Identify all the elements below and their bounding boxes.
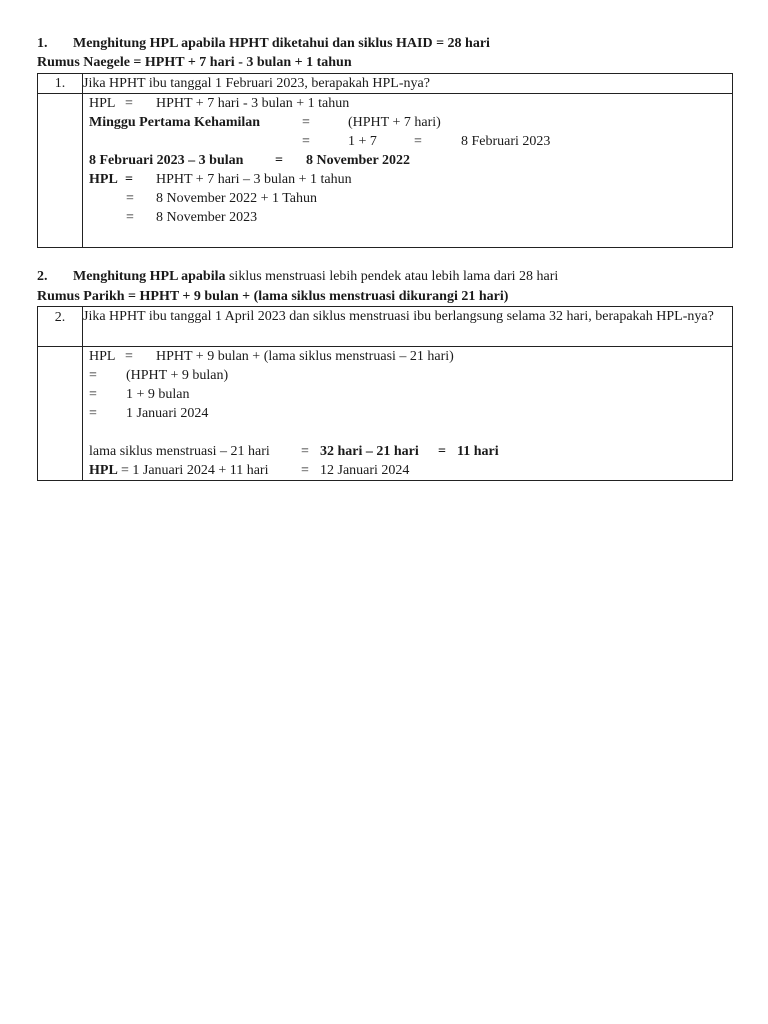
answer-row: lama siklus menstruasi – 21 hari = 32 hari – 21 hari = 11 hari — [89, 444, 499, 459]
table-2-empty-cell — [38, 347, 83, 481]
example-table-2 — [37, 306, 733, 481]
table-1-question: Jika HPHT ibu tanggal 1 Februari 2023, berapakah HPL-nya? — [83, 74, 733, 94]
answer-row: = (HPHT + 9 bulan) — [89, 368, 229, 383]
answer-row: = 1 Januari 2024 — [89, 406, 209, 421]
table-1-empty-cell — [38, 94, 83, 248]
section-1-formula: Rumus Naegele = HPHT + 7 hari - 3 bulan + 1 tahun — [37, 55, 352, 70]
example-table-1 — [37, 73, 733, 248]
answer-row: = 1 + 7 = 8 Februari 2023 — [302, 134, 551, 149]
section-2-heading: Menghitung HPL apabila siklus menstruasi lebih pendek atau lebih lama dari 28 hari — [73, 269, 559, 284]
answer-row: HPL = 1 Januari 2024 + 11 hari = 12 Januari 2024 — [89, 463, 410, 478]
answer-row: HPL = HPHT + 9 bulan + (lama siklus menstruasi – 21 hari) — [89, 349, 454, 364]
table-2-number: 2. — [38, 307, 83, 347]
section-2-formula: Rumus Parikh = HPHT + 9 bulan + (lama siklus menstruasi dikurangi 21 hari) — [37, 289, 509, 304]
section-1-heading: Menghitung HPL apabila HPHT diketahui dan siklus HAID = 28 hari — [73, 36, 490, 51]
answer-row-blank — [89, 423, 732, 442]
answer-row: = 8 November 2023 — [126, 210, 258, 225]
table-2-question: Jika HPHT ibu tanggal 1 April 2023 dan siklus menstruasi ibu berlangsung selama 32 hari, berapakah HPL-nya? — [83, 307, 733, 347]
section-2-number: 2. — [37, 269, 48, 284]
answer-row: = 8 November 2022 + 1 Tahun — [126, 191, 318, 206]
table-1-number: 1. — [38, 74, 83, 94]
answer-row: HPL = HPHT + 7 hari – 3 bulan + 1 tahun — [89, 172, 352, 187]
table-2-answer — [83, 347, 733, 481]
answer-row: = 1 + 9 bulan — [89, 387, 190, 402]
section-1-number: 1. — [37, 36, 48, 51]
answer-row: 8 Februari 2023 – 3 bulan = 8 November 2022 — [89, 153, 410, 168]
table-1-answer — [83, 94, 733, 248]
answer-row: HPL = HPHT + 7 hari - 3 bulan + 1 tahun — [89, 96, 350, 111]
answer-row: Minggu Pertama Kehamilan = (HPHT + 7 hari) — [89, 115, 441, 130]
